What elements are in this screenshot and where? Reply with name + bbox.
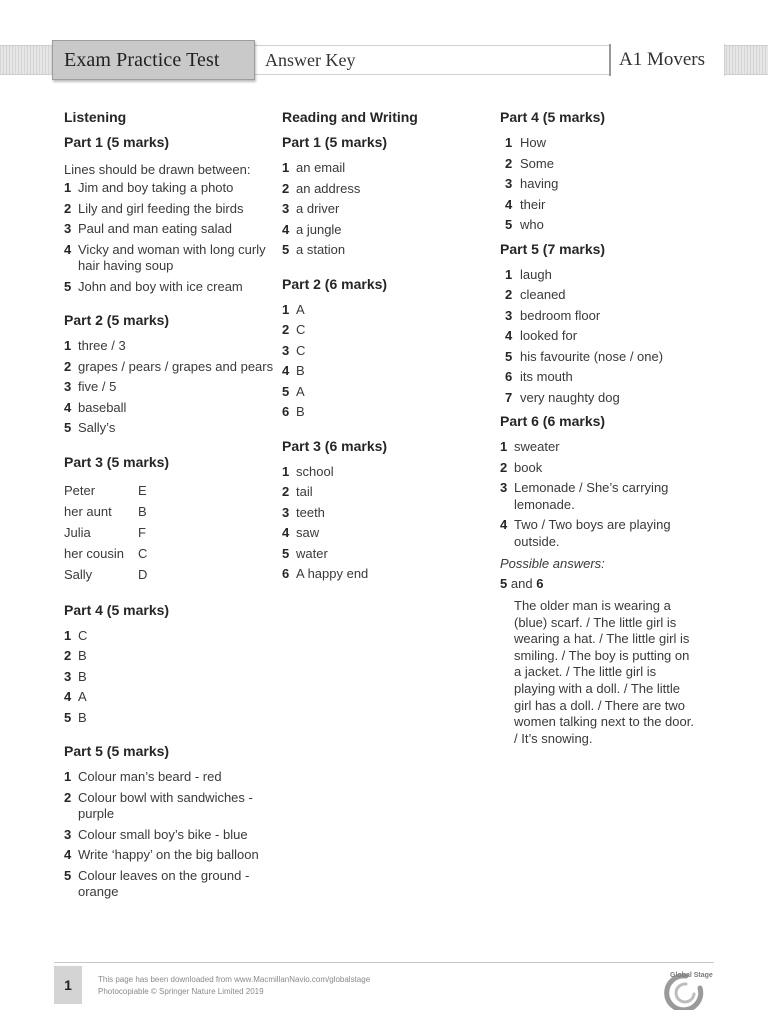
possible-answers-items	[500, 574, 715, 594]
header-subtitle: Answer Key	[255, 45, 610, 75]
list-item	[282, 343, 492, 360]
item-text: cleaned	[520, 287, 566, 302]
item-number: 4	[282, 363, 290, 378]
item-text: Two / Two boys are playing outside.	[514, 517, 671, 549]
item-text: Colour small boy’s bike - blue	[78, 826, 248, 842]
item-number: 3	[64, 826, 72, 842]
footer-divider	[54, 962, 714, 963]
item-text: school	[296, 463, 334, 479]
item-number: 3	[505, 307, 513, 323]
item-number: 3	[64, 379, 72, 394]
item-number: 4	[64, 241, 72, 257]
possible-answers-text: The older man is wearing a (blue) scarf. / The little girl is wearing a hat. / The little girl is smiling. / The boy is putting on a jacket. / The little girl is playing with a doll. / The little girl has a doll. / There are two women talking next to the door. / It’s snowing.	[514, 598, 694, 746]
item-number: 3	[282, 342, 290, 358]
list-item	[64, 379, 274, 396]
list-item	[282, 404, 492, 421]
reading-writing-column	[282, 108, 492, 587]
header-title: Exam Practice Test	[52, 40, 255, 80]
item-text: A	[296, 383, 305, 399]
item-number: 3	[64, 668, 72, 684]
listening-part2-title: Part 2 (5 marks)	[64, 312, 170, 328]
list-item	[505, 390, 715, 407]
item-number: 5	[282, 242, 290, 257]
item-text: John and boy with ice cream	[78, 278, 243, 294]
list-item	[505, 156, 715, 173]
list-item	[64, 279, 274, 296]
reading-part5-title: Part 5 (7 marks)	[500, 240, 606, 257]
item-number: 1	[282, 160, 290, 175]
item-number: 4	[282, 221, 290, 237]
item-text: five / 5	[78, 379, 117, 394]
list-item	[282, 566, 492, 583]
item-number: 2	[500, 459, 508, 475]
list-item	[505, 217, 715, 234]
item-number: 6	[282, 404, 290, 419]
list-item	[282, 525, 492, 542]
listening-column	[64, 108, 274, 905]
footer-text	[98, 974, 370, 998]
item-number: 5	[282, 383, 290, 399]
item-number: 5	[500, 576, 508, 591]
item-text: baseball	[78, 399, 127, 415]
match-letter: D	[138, 566, 148, 582]
reading-part4-title: Part 4 (5 marks)	[500, 109, 606, 125]
item-text: Colour man’s beard - red	[78, 769, 222, 784]
reading-part6-list	[500, 439, 715, 550]
list-item	[282, 222, 492, 239]
section-heading-listening: Listening	[64, 109, 127, 125]
logo-text: Global Stage	[670, 972, 713, 979]
listening-part5-title: Part 5 (5 marks)	[64, 743, 170, 759]
list-item	[282, 546, 492, 563]
table-row	[64, 522, 274, 543]
list-item	[64, 669, 274, 686]
table-row	[64, 501, 274, 522]
list-item	[64, 847, 274, 864]
item-number: 2	[505, 155, 513, 171]
list-item	[505, 369, 715, 386]
item-number: 4	[64, 689, 72, 704]
list-item	[64, 338, 274, 355]
reading-part1-title: Part 1 (5 marks)	[282, 134, 388, 150]
item-number: 3	[500, 480, 508, 495]
item-text: Jim and boy taking a photo	[78, 180, 234, 195]
global-stage-logo-icon	[656, 966, 718, 1010]
list-item	[282, 363, 492, 380]
item-text: very naughty dog	[520, 389, 620, 405]
page-number: 1	[54, 966, 82, 1004]
item-text: their	[520, 196, 546, 212]
reading-part5-list	[500, 267, 715, 407]
item-text: Some	[520, 155, 554, 171]
list-item	[282, 181, 492, 198]
match-letter: E	[138, 482, 147, 498]
item-text: a driver	[296, 201, 340, 216]
listening-part1-title: Part 1 (5 marks)	[64, 134, 170, 150]
list-item	[64, 689, 274, 706]
item-number: 1	[282, 301, 290, 317]
item-number: 2	[282, 484, 290, 499]
item-number: 3	[64, 221, 72, 236]
item-text: B	[296, 404, 305, 419]
match-letter: F	[138, 524, 146, 540]
item-number: 2	[282, 322, 290, 337]
item-text: its mouth	[520, 369, 573, 384]
item-text: bedroom floor	[520, 307, 601, 323]
listening-part1-list	[64, 180, 274, 295]
list-item	[282, 242, 492, 259]
listening-part5-list	[64, 769, 274, 901]
match-name: her aunt	[64, 503, 112, 519]
list-item	[282, 322, 492, 339]
item-text: B	[296, 363, 305, 378]
item-number: 4	[282, 525, 290, 540]
list-item	[64, 827, 274, 844]
match-letter: B	[138, 503, 147, 519]
item-text: sweater	[514, 439, 560, 454]
item-number: 5	[64, 420, 72, 435]
list-item	[505, 135, 715, 152]
item-text: C	[296, 342, 306, 358]
section-heading-reading-writing: Reading and Writing	[282, 109, 418, 125]
item-text: Write ‘happy’ on the big balloon	[78, 847, 259, 862]
table-row	[64, 564, 274, 585]
item-text: C	[78, 627, 88, 643]
list-item	[282, 201, 492, 218]
list-item	[282, 464, 492, 481]
item-text: Paul and man eating salad	[78, 221, 232, 236]
item-text: a station	[296, 242, 346, 257]
item-number: 6	[505, 369, 513, 384]
item-text: B	[78, 668, 87, 684]
item-text: B	[78, 648, 87, 663]
reading-writing-column-continued	[500, 108, 715, 747]
reading-part2-list	[282, 302, 492, 421]
item-number: 2	[64, 200, 72, 216]
item-text: tail	[296, 484, 313, 499]
item-number: 1	[64, 769, 72, 784]
list-item	[282, 484, 492, 501]
list-item	[64, 180, 274, 197]
item-number: 5	[505, 217, 513, 232]
match-name: Julia	[64, 524, 91, 540]
item-number: 6	[536, 576, 544, 591]
list-item	[64, 628, 274, 645]
list-item	[282, 302, 492, 319]
item-number: 7	[505, 389, 513, 405]
download-notice: This page has been downloaded from www.MacmillanNavio.com/globalstage	[98, 975, 371, 984]
list-item	[64, 400, 274, 417]
reading-part3-list	[282, 464, 492, 583]
reading-part4-list	[500, 135, 715, 234]
list-item	[505, 308, 715, 325]
item-number: 2	[282, 180, 290, 196]
list-item	[282, 505, 492, 522]
item-text: an address	[296, 180, 361, 196]
item-text: Colour leaves on the ground - orange	[78, 867, 250, 899]
item-number: 1	[64, 180, 72, 195]
list-item	[505, 349, 715, 366]
match-name: Sally	[64, 566, 93, 582]
item-text: grapes / pears / grapes and pears	[78, 358, 274, 374]
item-number: 3	[282, 201, 290, 216]
list-item	[64, 790, 274, 823]
item-number: 5	[505, 348, 513, 364]
item-number: 3	[282, 504, 290, 520]
item-text: who	[520, 217, 544, 232]
item-text: having	[520, 176, 559, 191]
list-item	[500, 480, 715, 513]
item-text: water	[296, 545, 328, 561]
item-text: book	[514, 459, 543, 475]
list-item	[505, 328, 715, 345]
match-letter: C	[138, 545, 148, 561]
list-item	[64, 868, 274, 901]
item-text: Vicky and woman with long curly hair having soup	[78, 241, 266, 273]
list-item	[64, 201, 274, 218]
list-item	[505, 176, 715, 193]
reading-part3-title: Part 3 (6 marks)	[282, 437, 388, 454]
list-item	[64, 221, 274, 238]
item-text: A	[296, 301, 305, 317]
item-text: Lemonade / She’s carrying lemonade.	[514, 480, 669, 512]
item-text: three / 3	[78, 338, 126, 353]
item-text: A	[78, 689, 87, 704]
reading-part1-list	[282, 160, 492, 259]
item-number: 3	[505, 176, 513, 191]
table-row	[64, 543, 274, 564]
list-item	[64, 242, 274, 275]
list-item	[500, 460, 715, 477]
item-number: 1	[282, 463, 290, 479]
item-text: teeth	[296, 504, 325, 520]
listening-part1-intro: Lines should be drawn between:	[64, 162, 251, 177]
item-text: saw	[296, 525, 320, 540]
item-number: 5	[282, 545, 290, 561]
item-text: an email	[296, 160, 346, 175]
item-number: 4	[505, 328, 513, 343]
item-number: 2	[64, 789, 72, 805]
item-text: laugh	[520, 266, 552, 282]
item-number: 4	[64, 399, 72, 415]
listening-part3-match-table	[64, 480, 274, 585]
item-text: C	[296, 322, 306, 337]
table-row	[64, 480, 274, 501]
item-number: 5	[64, 867, 72, 883]
item-number: 1	[500, 439, 508, 454]
item-number: 5	[64, 278, 72, 294]
item-text: How	[520, 135, 547, 150]
possible-answers-label: Possible answers:	[500, 556, 605, 571]
item-text: looked for	[520, 328, 578, 343]
item-number: 2	[64, 648, 72, 663]
item-number: 6	[282, 566, 290, 581]
item-number: 4	[64, 847, 72, 862]
item-text: his favourite (nose / one)	[520, 348, 664, 364]
match-name: her cousin	[64, 545, 124, 561]
list-item	[500, 517, 715, 550]
list-item	[505, 197, 715, 214]
item-text: Colour bowl with sandwiches - purple	[78, 789, 253, 821]
list-item	[64, 420, 274, 437]
item-number: 5	[64, 709, 72, 725]
list-item	[500, 439, 715, 456]
list-item	[505, 287, 715, 304]
list-item	[64, 359, 274, 376]
item-number: 4	[500, 517, 508, 532]
list-item	[505, 267, 715, 284]
match-name: Peter	[64, 482, 96, 498]
item-text: A happy end	[296, 566, 369, 581]
list-item	[282, 160, 492, 177]
item-number: 2	[64, 358, 72, 374]
item-text: Lily and girl feeding the birds	[78, 200, 244, 216]
item-text: B	[78, 709, 87, 725]
listening-part3-title: Part 3 (5 marks)	[64, 453, 170, 470]
item-number: 1	[64, 627, 72, 643]
copyright-notice: Photocopiable © Springer Nature Limited 2019	[98, 987, 264, 996]
listening-part2-list	[64, 338, 274, 437]
item-number: 1	[64, 338, 72, 353]
item-number: 2	[505, 287, 513, 302]
list-item	[282, 384, 492, 401]
reading-part2-title: Part 2 (6 marks)	[282, 275, 388, 292]
header-level: A1 Movers	[609, 44, 725, 76]
item-number: 1	[505, 266, 513, 282]
item-number: 1	[505, 135, 513, 150]
listening-part4-list	[64, 628, 274, 727]
listening-part4-title: Part 4 (5 marks)	[64, 601, 170, 618]
item-text: Sally’s	[78, 420, 116, 435]
item-text: a jungle	[296, 221, 342, 237]
reading-part6-title: Part 6 (6 marks)	[500, 413, 606, 429]
and-word: and	[510, 576, 533, 591]
item-number: 4	[505, 196, 513, 212]
list-item	[64, 769, 274, 786]
list-item	[64, 710, 274, 727]
list-item	[64, 648, 274, 665]
